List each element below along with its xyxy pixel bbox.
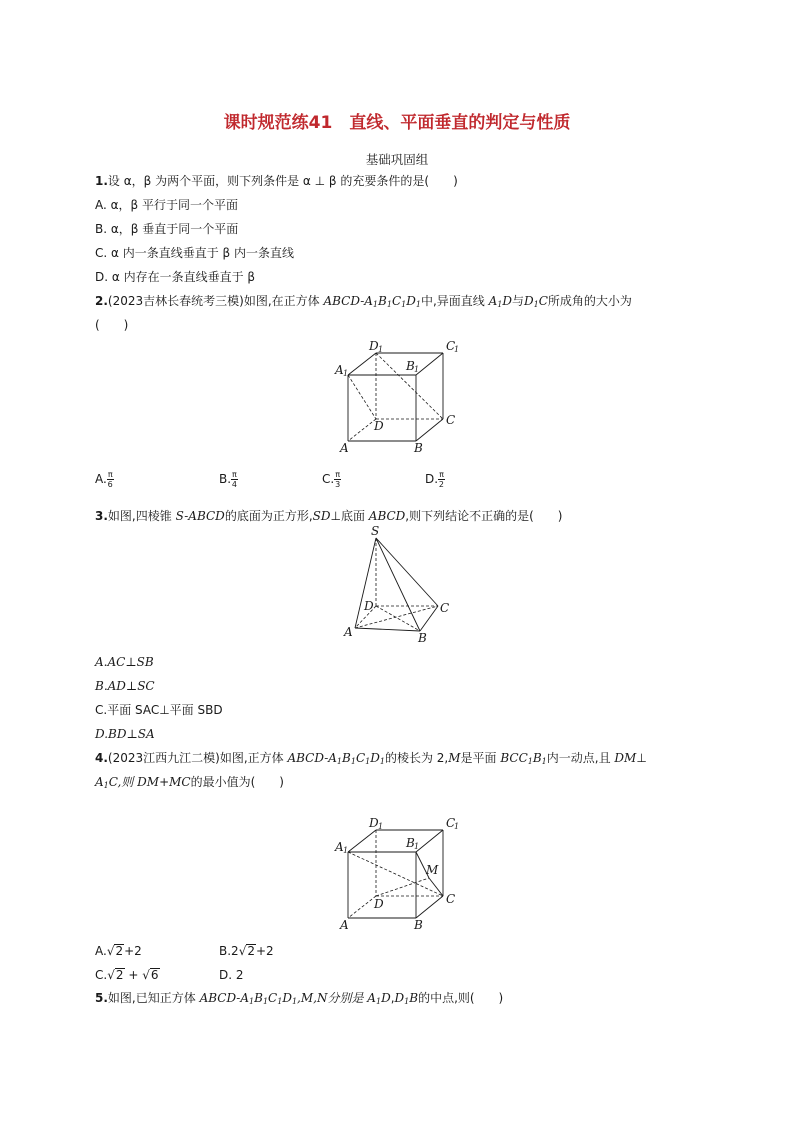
q3-text-d: ,则下列结论不正确的是( )	[405, 509, 563, 523]
q3-label-d: D	[364, 599, 374, 613]
q4-label-c1: C	[446, 816, 456, 830]
section-heading: 基础巩固组	[365, 152, 429, 167]
q4-label-a1: A	[335, 840, 344, 854]
q2-label-c: C	[446, 413, 456, 427]
q3-pyramid-name: S-ABCD	[175, 509, 225, 523]
q2-option-c-num: π	[335, 470, 341, 479]
q4-option-b-tail: +2	[255, 944, 274, 958]
q5-text-c: 的中点,则( )	[418, 991, 504, 1005]
q4-number: 4.	[95, 751, 108, 765]
q4-option-b-radicand: 2	[247, 944, 255, 958]
q4-option-a: A.√2+2	[95, 944, 142, 958]
q3-label-c: C	[440, 601, 450, 615]
q4-stem-line1: 4.(2023江西九江二模)如图,正方体 ABCD-$A_1B_1C_1D_1$的棱长为 2,M是平面 $BCC_1B_1$内一动点,且 DM⊥	[95, 751, 647, 766]
q4-plane: BCC	[500, 751, 528, 765]
q2-label-a: A	[340, 441, 349, 455]
q1-stem	[95, 173, 458, 189]
q2-paren: ( )	[95, 318, 129, 332]
q3-label-b: B	[418, 631, 427, 645]
q4-option-c: C.√2 + √6	[95, 968, 159, 982]
q3-option-b: B.AD⊥SC	[95, 679, 155, 693]
q4-line2-c: C,则	[108, 775, 134, 789]
q4-perp: ⊥	[636, 751, 647, 765]
q4-label-b1-sub: 1	[414, 842, 420, 851]
q2-label-c1: C	[446, 339, 456, 353]
q4-label-d1: D	[369, 816, 379, 830]
q2-option-d-letter: D.	[425, 472, 439, 486]
q4-option-b-coef: 2	[231, 944, 239, 958]
q3-sd: SD	[312, 509, 331, 523]
q2-label-c1-sub: 1	[454, 345, 460, 354]
q4-m: M	[448, 751, 461, 765]
q4-option-a-tail: +2	[124, 944, 142, 958]
q2-label-d1: D	[369, 339, 379, 353]
q3-text-b: 的底面为正方形,	[224, 509, 313, 523]
q4-cube-figure	[330, 815, 470, 935]
q2-option-a-den: 6	[107, 480, 113, 489]
q3-stem	[95, 508, 562, 524]
q4-label-b1: B	[406, 836, 415, 850]
q4-line2-end: 的最小值为( )	[190, 775, 284, 789]
q3-label-s: S	[371, 524, 380, 538]
q4-text-d: 内一动点,且	[546, 751, 611, 765]
q4-label-b: B	[414, 918, 423, 932]
q4-expr: DM+MC	[137, 775, 191, 789]
q2-option-d-num: π	[439, 470, 444, 479]
q2-option-d-den: 2	[438, 480, 445, 489]
q5-text-a: 如图,已知正方体	[107, 991, 196, 1005]
q2-cube-name: ABCD-A	[323, 294, 373, 308]
q4-source: (2023江西九江二模)如图,正方体	[107, 751, 284, 765]
q4-label-c1-sub: 1	[454, 822, 460, 831]
q4-option-c-plus: +	[128, 968, 139, 982]
q4-label-c: C	[446, 892, 456, 906]
page-title: 课时规范练41 直线、平面垂直的判定与性质	[223, 113, 571, 133]
q2-label-a1: A	[335, 363, 344, 377]
q5-sep: ,	[390, 991, 395, 1005]
q4-cube-name: ABCD-A	[287, 751, 337, 765]
q2-cube-figure	[330, 338, 470, 458]
q4-option-a-letter: A.	[95, 944, 107, 958]
q2-option-a-num: π	[107, 470, 113, 479]
q1-option-b: B. α，β 垂直于同一个平面	[95, 222, 239, 236]
q4-option-c-letter: C.	[95, 968, 108, 982]
q4-text-b: 的棱长为 2,	[384, 751, 449, 765]
q1-option-d: D. α 内存在一条直线垂直于 β	[95, 270, 256, 284]
q3-text-a: 如图,四棱锥	[107, 509, 172, 523]
q3-base-name: ABCD	[368, 509, 406, 523]
q2-option-a-letter: A.	[95, 472, 107, 486]
q4-dm: DM	[614, 751, 637, 765]
q2-option-a	[95, 470, 114, 489]
q4-stem-line2: $A_1C$,则 DM+MC的最小值为( )	[95, 775, 284, 790]
q1-option-c: C. α 内一条直线垂直于 β 内一条直线	[95, 246, 295, 260]
q4-option-d: D. 2	[219, 968, 244, 982]
q5-text-b: ,M,N分别是	[297, 991, 364, 1005]
q1-number: 1.	[95, 174, 108, 188]
q4-option-a-radicand: 2	[115, 944, 124, 958]
q3-option-d: D.BD⊥SA	[95, 727, 155, 741]
q2-label-a1-sub: 1	[343, 369, 349, 378]
q2-option-c-den: 3	[335, 480, 341, 489]
q2-option-c-letter: C.	[322, 472, 335, 486]
q4-label-m: M	[426, 863, 439, 877]
q2-label-b1-sub: 1	[414, 365, 420, 374]
q4-label-d: D	[374, 897, 384, 911]
q2-number: 2.	[95, 294, 108, 308]
q1-text: 设 α，β 为两个平面，则下列条件是 α ⊥ β 的充要条件的是( )	[107, 174, 458, 188]
q2-label-b: B	[414, 441, 423, 455]
q3-text-c: ⊥底面	[330, 509, 365, 523]
q2-label-d: D	[374, 419, 384, 433]
q2-option-b	[219, 470, 238, 489]
q4-label-d1-sub: 1	[378, 822, 384, 831]
q4-option-b-letter: B.	[219, 944, 232, 958]
q3-option-c: C.平面 SAC⊥平面 SBD	[95, 703, 223, 717]
q2-option-b-den: 4	[231, 480, 237, 489]
q3-pyramid-figure	[340, 524, 460, 648]
q2-option-c	[322, 470, 341, 489]
q4-label-a1-sub: 1	[343, 846, 349, 855]
q5-a1d: A	[367, 991, 376, 1005]
q3-option-a: A.AC⊥SB	[95, 655, 154, 669]
q2-text-mid1: 中,异面直线	[420, 294, 485, 308]
q3-number: 3.	[95, 509, 108, 523]
q4-label-a: A	[340, 918, 349, 932]
q4-option-c-radicand2: 6	[150, 968, 159, 982]
q1-option-a: A. α，β 平行于同一个平面	[95, 198, 239, 212]
q2-text-end: 所成角的大小为	[547, 294, 632, 308]
q2-option-b-letter: B.	[219, 472, 232, 486]
q5-d1b: D	[394, 991, 405, 1005]
q5-number: 5.	[95, 991, 108, 1005]
q5-cube-name: ABCD-A	[199, 991, 250, 1005]
q2-text-mid2: 与	[511, 294, 524, 308]
q4-option-c-radicand1: 2	[115, 968, 124, 982]
q2-option-d	[425, 470, 445, 489]
q2-source: (2023吉林长春统考三模)如图,在正方体	[107, 294, 320, 308]
q4-text-c: 是平面	[460, 751, 497, 765]
q2-option-b-num: π	[232, 470, 237, 479]
q2-label-b1: B	[406, 359, 415, 373]
q3-label-a: A	[344, 625, 353, 639]
q2-stem: 2.(2023吉林长春统考三模)如图,在正方体 ABCD-$A_1B_1C_1D_1$中,异面直线 $A_1D$与$D_1C$所成角的大小为	[95, 294, 632, 309]
q4-option-b: B.2√2+2	[219, 944, 274, 958]
q5-stem: 5.如图,已知正方体 ABCD-$A_1B_1C_1D_1,M,N$分别是 $A_1D,D_1B$的中点,则( )	[95, 991, 504, 1006]
q2-label-d1-sub: 1	[378, 345, 384, 354]
